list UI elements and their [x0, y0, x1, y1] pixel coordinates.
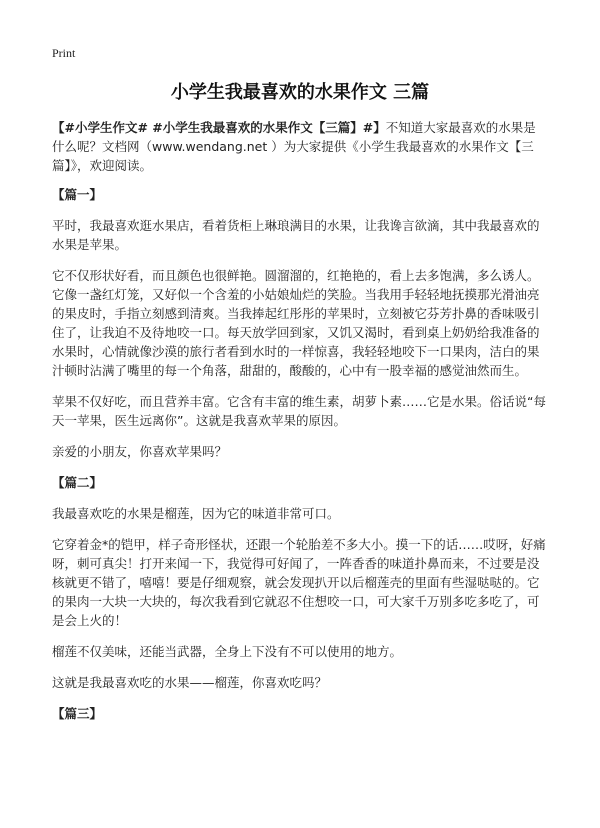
paragraph: 我最喜欢吃的水果是榴莲，因为它的味道非常可口。: [52, 506, 340, 521]
paragraph: 它穿着金*的铠甲，样子奇形怪状，还跟一个轮胎差不多大小。摸一下的话……哎呀，好痛呀，刺可真尖！打开来闻一下，我觉得可好闻了，一阵香香的味道扑鼻而来，不过要是没核就更不错了，嘻嘻！要是仔细观察，就会发现扒开以后榴莲壳的里面有些湿哒哒的。它的果肉一大块一大块的，每次我看到它就忍不住想咬一口，可大家千万别多吃多吃了，可是会上火的！: [52, 537, 546, 628]
intro-paragraph: [52, 118, 548, 175]
intro-text: 不知道大家最喜欢的水果是什么呢？文档网（www.wendang.net ）为大家提供《小学生我最喜欢的水果作文【三篇】》，欢迎阅读。: [52, 120, 536, 173]
intro-tag: 【#小学生作文# #小学生我最喜欢的水果作文【三篇】#】: [52, 120, 386, 135]
paragraph: 平时，我最喜欢逛水果店，看着货柜上琳琅满目的水果，让我谗言欲滴，其中我最喜欢的水果是苹果。: [52, 218, 540, 252]
paragraph: 亲爱的小朋友，你喜欢苹果吗？: [52, 444, 228, 459]
paragraph: 苹果不仅好吃，而且营养丰富。它含有丰富的维生素，胡萝卜素……它是水果。俗话说“每天一苹果，医生远离你”。这就是我喜欢苹果的原因。: [52, 394, 546, 428]
paragraph: 榴莲不仅美味，还能当武器，全身上下没有不可以使用的地方。: [52, 644, 403, 659]
print-link[interactable]: Print: [52, 46, 76, 60]
paragraph: 它不仅形状好看，而且颜色也很鲜艳。圆溜溜的，红艳艳的，看上去多饱满，多么诱人。它像一盏红灯笼，又好似一个含羞的小姑娘灿烂的笑脸。当我用手轻轻地抚摸那光滑油亮的果皮时，手指立刻感到清爽。当我捧起红彤彤的苹果时，立刻被它芬芳扑鼻的香味吸引住了，让我迫不及待地咬一口。每天放学回到家，又饥又渴时，看到桌上奶奶给我准备的水果时，心情就像沙漠的旅行者看到水时的一样惊喜，我轻轻地咬下一口果肉，洁白的果汁顿时沾满了嘴里的每一个角落，甜甜的，酸酸的，心中有一股幸福的感觉油然而生。: [52, 268, 540, 378]
section-heading-1: 【篇一】: [52, 187, 103, 202]
section-heading-3: 【篇三】: [52, 706, 103, 721]
page-title: 小学生我最喜欢的水果作文 三篇: [170, 82, 430, 103]
section-heading-2: 【篇二】: [52, 475, 103, 490]
paragraph: 这就是我最喜欢吃的水果——榴莲，你喜欢吃吗？: [52, 675, 328, 690]
article-body: [52, 118, 548, 735]
